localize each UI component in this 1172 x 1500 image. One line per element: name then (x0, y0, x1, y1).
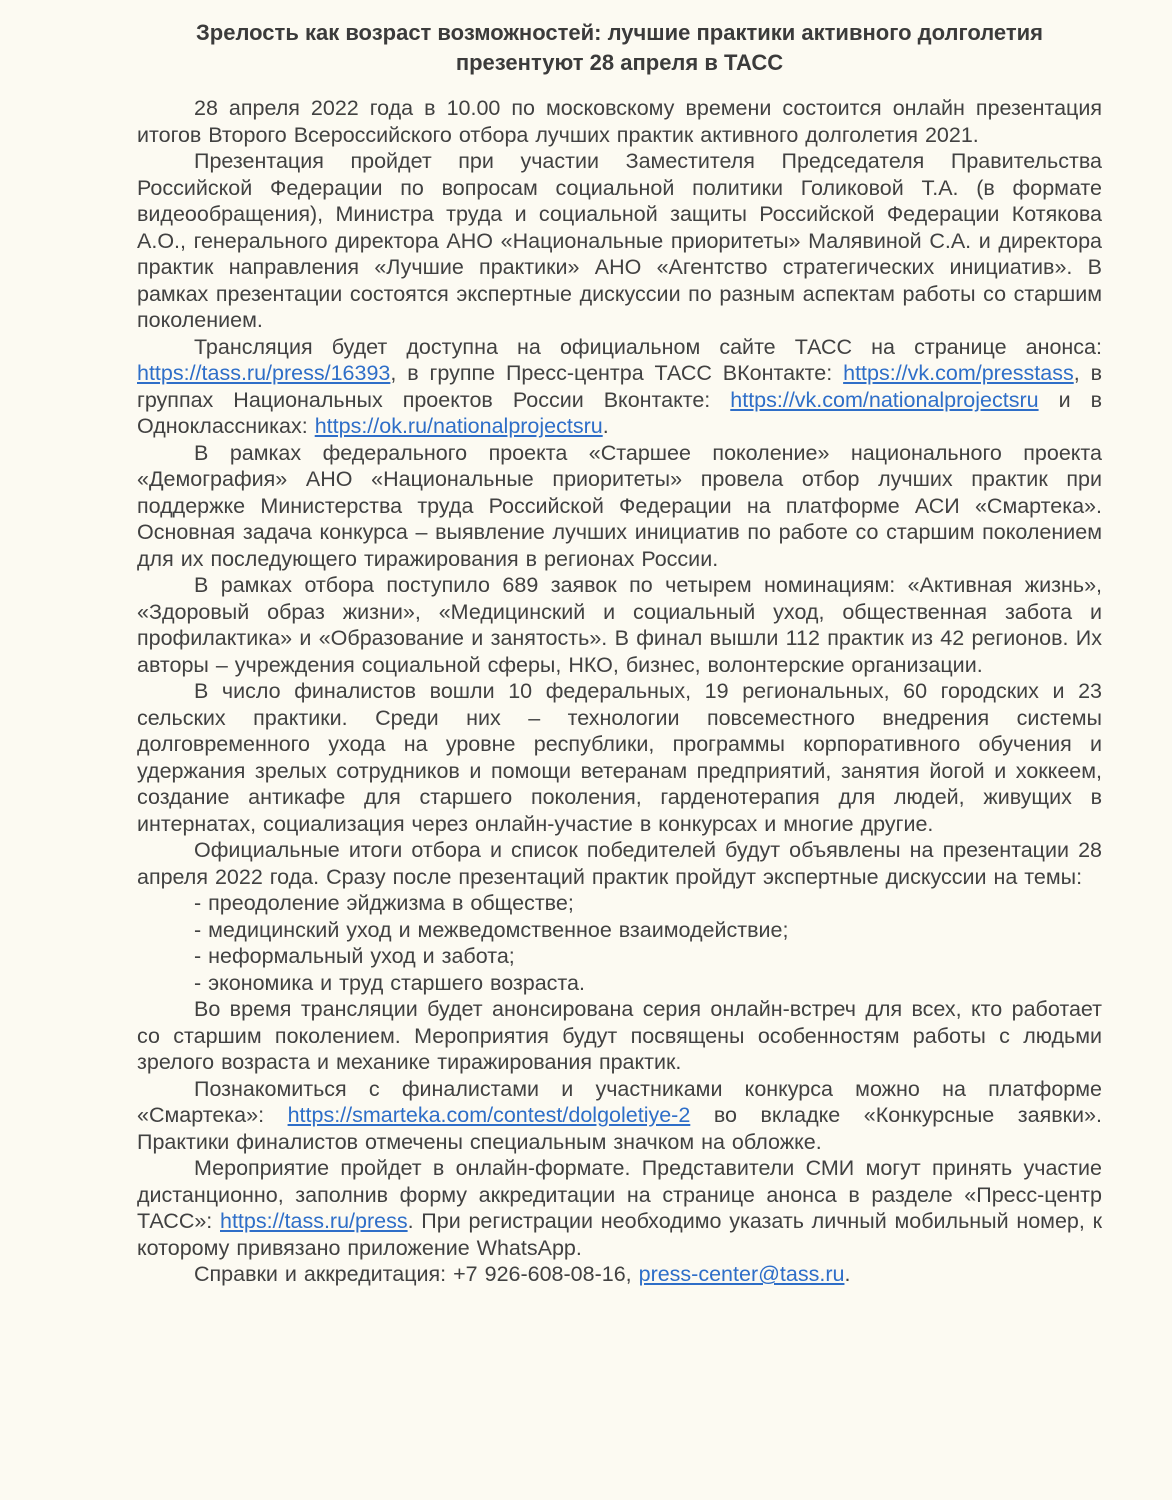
text-run: - неформальный уход и забота; (194, 944, 515, 968)
paragraph (137, 148, 1102, 334)
text-run: Официальные итоги отбора и список победителей будут объявлены на презентации 28 апреля 2022 года. Сразу после презентаций практик пройдут экспертные дискуссии на темы: (137, 838, 1102, 889)
tass-press-link[interactable]: https://tass.ru/press (220, 1209, 408, 1233)
text-run: В рамках отбора поступило 689 заявок по четырем номинациям: «Активная жизнь», «Здоровый образ жизни», «Медицинский и социальный уход, общественная забота и профилактика» и «Образование и занятость». В финал вышли 112 практик из 42 регионов. Их авторы – учреждения социальной сферы, НКО, бизнес, волонтерские организации. (137, 573, 1102, 677)
text-run: Справки и аккредитация: +7 926-608-08-16, (194, 1262, 639, 1286)
paragraph (137, 440, 1102, 573)
paragraph (137, 1261, 1102, 1288)
text-run: Трансляция будет доступна на официальном сайте ТАСС на странице анонса: (194, 334, 1102, 359)
text-run: В число финалистов вошли 10 федеральных, 19 региональных, 60 городских и 23 сельских практики. Среди них – технологии повсеместного внедрения системы долговременного ухода на уровне республики, программы корпоративного обучения и удержания зрелых сотрудников и помощи ветеранам предприятий, занятия йогой и хоккеем, создание антикафе для старшего поколения, гарденотерапия для людей, живущих в интернатах, социализация через онлайн-участие в конкурсах и многие другие. (137, 679, 1102, 836)
list-item (137, 970, 1102, 997)
text-run: Мероприятие пройдет в онлайн-формате. Представители СМИ могут принять участие дистанционно, заполнив форму аккредитации на странице анонса в разделе «Пресс-центр ТАСС»: (137, 1156, 1102, 1233)
text-run: - медицинский уход и межведомственное взаимодействие; (194, 917, 789, 942)
paragraph (137, 678, 1102, 837)
document-body (137, 95, 1102, 1288)
paragraph (137, 334, 1102, 440)
text-run: , в группах Национальных проектов России Вконтакте: (137, 361, 1102, 412)
paragraph (137, 1155, 1102, 1261)
vk-nationalprojectsru-link[interactable]: https://vk.com/nationalprojectsru (730, 387, 1039, 412)
paragraph (137, 1076, 1102, 1156)
text-run: во вкладке «Конкурсные заявки». Практики финалистов отмечены специальным значком на обложке. (137, 1103, 1102, 1154)
text-run: , в группе Пресс-центра ТАСС ВКонтакте: (390, 361, 844, 385)
paragraph (137, 996, 1102, 1076)
paragraph (137, 837, 1102, 890)
text-run: Во время трансляции будет анонсирована серия онлайн-встреч для всех, кто работает со старшим поколением. Мероприятия будут посвящены особенностям работы с людьми зрелого возраста и механике тиражирования практик. (137, 997, 1102, 1074)
document-title: Зрелость как возраст возможностей: лучшие практики активного долголетия презентуют 28 апреля в ТАСС (196, 20, 1043, 75)
list-item (137, 890, 1102, 917)
text-run: 28 апреля 2022 года в 10.00 по московскому времени состоится онлайн презентация итогов Второго Всероссийского отбора лучших практик активного долголетия 2021. (137, 96, 1102, 147)
text-run: - экономика и труд старшего возраста. (194, 970, 585, 995)
vk-presstass-link[interactable]: https://vk.com/presstass (843, 361, 1074, 385)
press-center-email-link[interactable]: press-center@tass.ru (638, 1262, 845, 1286)
text-run: Познакомиться с финалистами и участниками конкурса можно на платформе «Смартека»: (137, 1076, 1102, 1127)
list-item (137, 943, 1102, 970)
text-run: и в Одноклассниках: (137, 387, 1102, 438)
text-run: В рамках федерального проекта «Старшее поколение» национального проекта «Демография» АНО «Национальные приоритеты» провела отбор лучших практик при поддержке Министерства труда Российской Федерации на платформе АСИ «Смартека». Основная задача конкурса – выявление лучших инициатив по работе со старшим поколением для их последующего тиражирования в регионах России. (137, 440, 1102, 571)
list-item (137, 917, 1102, 944)
text-run: . При регистрации необходимо указать личный мобильный номер, к которому привязано приложение WhatsApp. (137, 1209, 1102, 1260)
text-run: - преодоление эйджизма в обществе; (194, 891, 574, 915)
text-run: Презентация пройдет при участии Заместителя Председателя Правительства Российской Федерации по вопросам социальной политики Голиковой Т.А. (в формате видеообращения), Министра труда и социальной защиты Российской Федерации Котякова А.О., генерального директора АНО «Национальные приоритеты» Малявиной С.А. и директора практик направления «Лучшие практики» АНО «Агентство стратегических инициатив». В рамках презентации состоятся экспертные дискуссии по разным аспектам работы со старшим поколением. (137, 149, 1102, 332)
paragraph (137, 95, 1102, 148)
text-run: . (602, 414, 609, 438)
smarteka-contest-link[interactable]: https://smarteka.com/contest/dolgoletiye-2 (287, 1103, 691, 1127)
ok-nationalprojectsru-link[interactable]: https://ok.ru/nationalprojectsru (314, 414, 603, 438)
text-run: . (844, 1262, 851, 1286)
paragraph (137, 572, 1102, 678)
tass-announce-link[interactable]: https://tass.ru/press/16393 (137, 361, 391, 385)
